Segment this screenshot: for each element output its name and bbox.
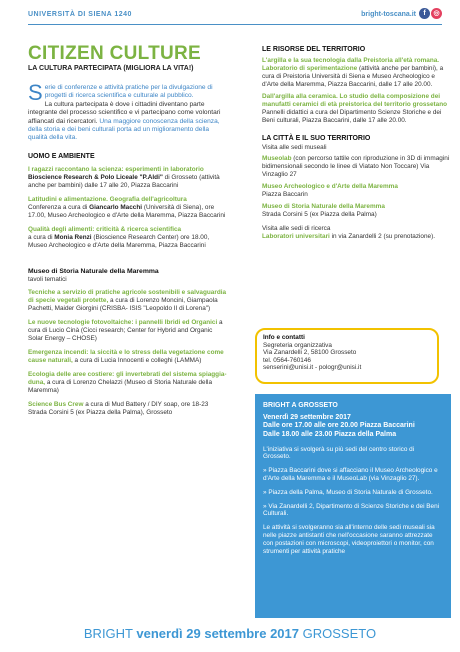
venue-title: Museolab [262, 155, 292, 162]
event-title: Latitudini e alimentazione. Geografia dell'agricoltura [28, 195, 187, 203]
instagram-icon[interactable]: ◎ [431, 8, 442, 19]
header-divider [28, 24, 442, 25]
intro-p1: erie di conferenze e attività pratiche per la divulgazione di progetti di ricerca scientifica e culturale al pubblico. [44, 84, 213, 100]
event-title: I ragazzi raccontano la scienza: esperimenti in laboratorio [28, 165, 204, 173]
event-detail: Pannelli didattici a cura del Dipartimento Scienze Storiche e dei Beni culturali, Piazza Baccarini, dalle 17 alle 20.00. [262, 109, 442, 124]
venue-title: Museo di Storia Naturale della Maremma [262, 203, 385, 210]
info-box [255, 328, 439, 384]
venue-detail: in via Zanardelli 2 (su prenotazione). [331, 233, 435, 240]
bright-heading: BRIGHT A GROSSETO [263, 402, 338, 409]
info-line: Segreteria organizzativa [263, 341, 332, 349]
bright-p3: » Piazza della Palma, Museo di Storia Naturale di Grosseto. [263, 488, 433, 496]
bright-time-2: Dalle 18.00 alle 23.00 Piazza della Palma [263, 430, 397, 438]
event-title: Qualità degli alimenti: criticità & ricerca scientifica [28, 225, 182, 233]
event-detail: (attività anche per bambini), a cura di Preistoria Università di Siena e Museo Archeologico e d'Arte della Maremma, Piazza Baccarini, dalle 17 alle 20.00. [262, 65, 444, 88]
bright-p4: » Via Zanardelli 2, Dipartimento di Scienze Storiche e dei Beni Culturali. [263, 502, 440, 518]
visit-museums-label: Visita alle sedi museali [262, 144, 327, 151]
event-prefix: Conferenza a cura di [28, 203, 88, 211]
table-detail: a cura di Lorenzo Moncini, Giampaola Pachetti, Maider Giorgini (CRISBA- ISIS "Leopoldo II di Lorena") [28, 296, 218, 312]
table-detail: a cura di Lucia Innocenti e colleghi (LAMMA) [74, 356, 202, 364]
table-title: Le nuove tecnologie fotovoltaiche: i pannelli Ibridi ed Organici [28, 318, 218, 326]
top-bar [28, 8, 442, 22]
info-heading: Info e contatti [263, 334, 305, 341]
intro-p3: Una maggiore conoscenza della scienza, della storia e dei beni culturali porta ad un miglioramento della qualità della vita. [28, 117, 220, 142]
info-address: Via Zanardelli 2, 58100 Grosseto [263, 349, 357, 357]
event-speaker: Monia Renzi [54, 233, 92, 241]
venue-item [262, 183, 450, 199]
table-item [28, 349, 228, 365]
event-speaker: Giancarlo Macchi [89, 203, 143, 211]
event-item [28, 226, 228, 250]
footer [0, 626, 460, 641]
bright-p1: L'iniziativa si svolgerà su più sedi del centro storico di Grosseto. [263, 445, 415, 461]
visit-research-label: Visita alle sedi di ricerca [262, 225, 331, 232]
venue-item [262, 233, 450, 241]
university-label: UNIVERSITÀ DI SIENA 1240 [28, 11, 132, 18]
page-subtitle: LA CULTURA PARTECIPATA (MIGLIORA LA VITA!) [28, 65, 194, 72]
table-title: Ecologia delle aree costiere: gli invertebrati del sistema spiaggia-duna, [28, 370, 227, 386]
table-detail: a cura di Lucio Cinà (Cicci research; Center for Hybrid and Organic Solar Energy – CHOSE) [28, 318, 223, 342]
section-heading-risorse: LE RISORSE DEL TERRITORIO [262, 46, 366, 53]
table-item [28, 401, 228, 417]
footer-brand: BRIGHT [83, 626, 133, 641]
museo-heading: Museo di Storia Naturale della Maremma [28, 267, 159, 275]
table-title: Tecniche a servizio di pratiche agricole sostenibili e salvaguardia di specie vegetali protette, [28, 288, 227, 304]
table-item [28, 371, 228, 395]
venue-detail: (con percorso tattile con riproduzione in 3D di immagini bidimensionali secondo le linee di Viatato Non Toccare) Via Vinzaglio 27 [262, 155, 450, 178]
table-item [28, 319, 228, 343]
venue-detail: Piazza Baccarin [262, 191, 308, 198]
left-column [28, 44, 228, 417]
page-title: CITIZEN CULTURE [28, 43, 202, 64]
bright-p2: » Piazza Baccarini dove si affacciano il Museo Archeologico e d'Arte della Maremma e il MuseoLab (via Vinzaglio 27). [263, 467, 438, 482]
section-heading-uomo: UOMO E AMBIENTE [28, 152, 95, 160]
bright-box [255, 394, 451, 618]
event-prefix: a cura di [28, 233, 53, 241]
footer-city: GROSSETO [302, 626, 377, 641]
intro-text [28, 80, 228, 143]
table-detail: a cura di Lorenzo Chelazzi (Museo di Storia Naturale della Maremma) [28, 378, 213, 394]
info-phone: tel. 0564-760146 [263, 356, 311, 364]
event-detail: (Università di Siena), ore 17.00, Museo Archeologico e d'Arte della Maremma, Piazza Baccarini [28, 203, 226, 219]
venue-title: Museo Archeologico e d'Arte della Maremma [262, 183, 398, 190]
table-item [28, 289, 228, 313]
table-title: Emergenza incendi: la siccità e lo stress della vegetazione come cause naturali, [28, 348, 224, 364]
bright-time-1: Dalle ore 17.00 alle ore 20.00 Piazza Baccarini [263, 422, 415, 430]
table-detail: a cura di Mud Battery / DIY soap, ore 18-23 Strada Corsini 5 (ex Piazza della Palma), Grosseto [28, 400, 209, 416]
event-title: L'argilla e la sua tecnologia dalla Preistoria all'età romana. Laboratorio di sperimentazione [262, 57, 440, 72]
right-column [262, 46, 450, 241]
event-item [28, 196, 228, 220]
venue-item [262, 203, 450, 219]
event-detail: di Grosseto (attività anche per bambini) dalle 17 alle 20, Piazza Baccarini [28, 173, 220, 189]
section-heading-citta: LA CITTÀ E IL SUO TERRITORIO [262, 135, 371, 142]
event-title: Dall'argilla alla ceramica. Lo studio della composizione dei manufatti ceramici di età preistorica del territorio grossetano [262, 93, 448, 108]
bright-date: Venerdì 29 settembre 2017 [263, 413, 351, 421]
dropcap: S [28, 80, 43, 105]
table-title: Science Bus Crew [28, 400, 84, 408]
venue-item [262, 155, 450, 179]
museo-subheading: tavoli tematici [28, 275, 67, 283]
event-organizer: Bioscience Research & Polo Liceale "P.Aldi" [28, 173, 163, 181]
site-link[interactable]: bright-toscana.it [361, 11, 416, 18]
venue-detail: Strada Corsini 5 (ex Piazza della Palma) [262, 211, 377, 218]
event-item [262, 93, 450, 125]
event-item [262, 57, 450, 89]
venue-title: Laboratori universitari [262, 233, 330, 240]
event-item [28, 166, 228, 190]
event-detail: (Bioscience Research Center) ore 18.00, Museo Archeologico e d'Arte della Maremma, Piazza Baccarini [28, 233, 210, 249]
facebook-icon[interactable]: f [419, 8, 430, 19]
bright-p5: Le attività si svolgeranno sia all'interno delle sedi museali sia nelle piazze antistanti che nell'occasione saranno attrezzate con postazioni con microscopi, videoproiettori o monitor, con strumenti per attività pratiche [263, 524, 435, 555]
intro-p2: La cultura partecipata è dove i cittadini diventano parte integrante del processo scientifico e vi partecipano come volontari affiancati dai ricercatori. [28, 100, 221, 125]
footer-date: venerdì 29 settembre 2017 [136, 626, 300, 641]
info-email[interactable]: senserini@unisi.it - pologr@unisi.it [263, 364, 362, 372]
